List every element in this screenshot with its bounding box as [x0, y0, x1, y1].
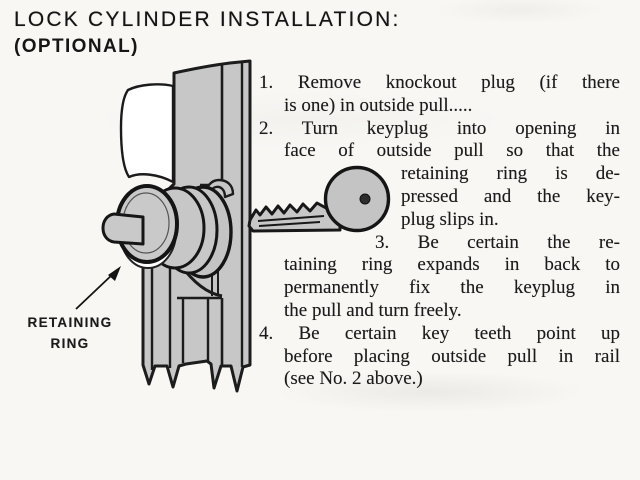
lock-cylinder-drawing: [103, 180, 233, 277]
instruction-line: (see No. 2 above.): [284, 368, 423, 390]
instruction-line: is one) in outside pull.....: [284, 94, 473, 116]
instruction-line: 3. Be certain the re-: [375, 231, 620, 253]
callout-leader-line: [76, 266, 121, 309]
instruction-line: the pull and turn freely.: [284, 299, 462, 321]
instruction-line: 1. Remove knockout plug (if there: [259, 72, 620, 93]
instruction-line: retaining ring is de-: [401, 163, 620, 185]
retaining-ring-callout: [22, 312, 118, 354]
keyplug-stub: [103, 214, 143, 244]
instruction-line: plug slips in.: [401, 208, 499, 230]
instruction-line: permanently fix the keyplug in: [284, 277, 620, 299]
callout-line-2: RING: [50, 336, 90, 351]
instruction-list: [259, 72, 620, 391]
page-title: LOCK CYLINDER INSTALLATION:: [14, 8, 401, 31]
knockout-plug-area: [121, 84, 173, 182]
callout-line-1: RETAINING: [27, 315, 113, 330]
instruction-line: taining ring expands in back to: [284, 254, 620, 276]
instruction-line: face of outside pull so that the: [284, 140, 620, 162]
instruction-line: before placing outside pull in rail: [284, 345, 620, 367]
instruction-line: pressed and the key-: [401, 185, 620, 207]
page-subtitle: (OPTIONAL): [14, 36, 139, 57]
instruction-line: 4. Be certain key teeth point up: [259, 322, 620, 344]
instruction-line: 2. Turn keyplug into opening in: [259, 117, 620, 139]
